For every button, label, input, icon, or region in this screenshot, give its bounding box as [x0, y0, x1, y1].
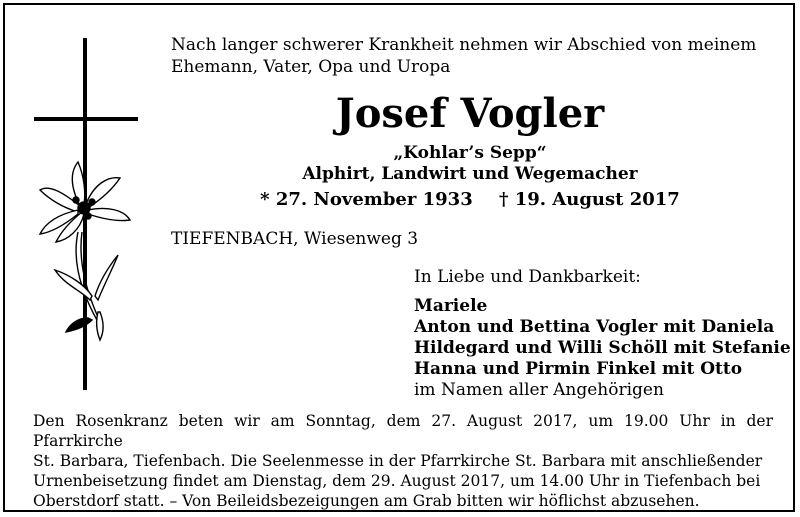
mourner-name: Mariele — [414, 296, 488, 316]
intro-line-2: Ehemann, Vater, Opa und Uropa — [171, 57, 451, 77]
mourner-name: Hanna und Pirmin Finkel mit Otto — [414, 359, 743, 379]
birth-date: * 27. November 1933 — [260, 189, 473, 210]
service-details — [33, 411, 773, 511]
life-dates — [170, 189, 770, 211]
footer-line-4: Oberstdorf statt. – Von Beileidsbezeigungen am Grab bitten wir höflichst abzusehen. — [33, 492, 700, 510]
mourner-name: Anton und Bettina Vogler mit Daniela — [414, 317, 775, 337]
occupation: Alphirt, Landwirt und Wegemacher — [302, 164, 638, 184]
death-date: † 19. August 2017 — [499, 189, 680, 210]
intro-line-1: Nach langer schwerer Krankheit nehmen wir Abschied von meinem — [171, 35, 757, 55]
nickname: „Kohlar’s Sepp“ — [393, 143, 547, 163]
deceased-name: Josef Vogler — [335, 90, 605, 137]
footer-line-3: Urnenbeisetzung findet am Dienstag, dem 29. August 2017, um 14.00 Uhr in Tiefenbach bei — [33, 472, 761, 490]
footer-line-2: St. Barbara, Tiefenbach. Die Seelenmesse in der Pfarrkirche St. Barbara mit anschließender — [33, 452, 763, 470]
mourners-closing: im Namen aller Angehörigen — [414, 380, 664, 400]
mourners-block — [414, 267, 794, 401]
mourner-name: Hildegard und Willi Schöll mit Stefanie — [414, 338, 791, 358]
mourners-heading: In Liebe und Dankbarkeit: — [414, 267, 641, 287]
address: TIEFENBACH, Wiesenweg 3 — [171, 229, 419, 249]
footer-line-1: Den Rosenkranz beten wir am Sonntag, dem 27. August 2017, um 19.00 Uhr in der Pfarrkirche — [33, 412, 773, 450]
intro-text — [171, 34, 771, 78]
